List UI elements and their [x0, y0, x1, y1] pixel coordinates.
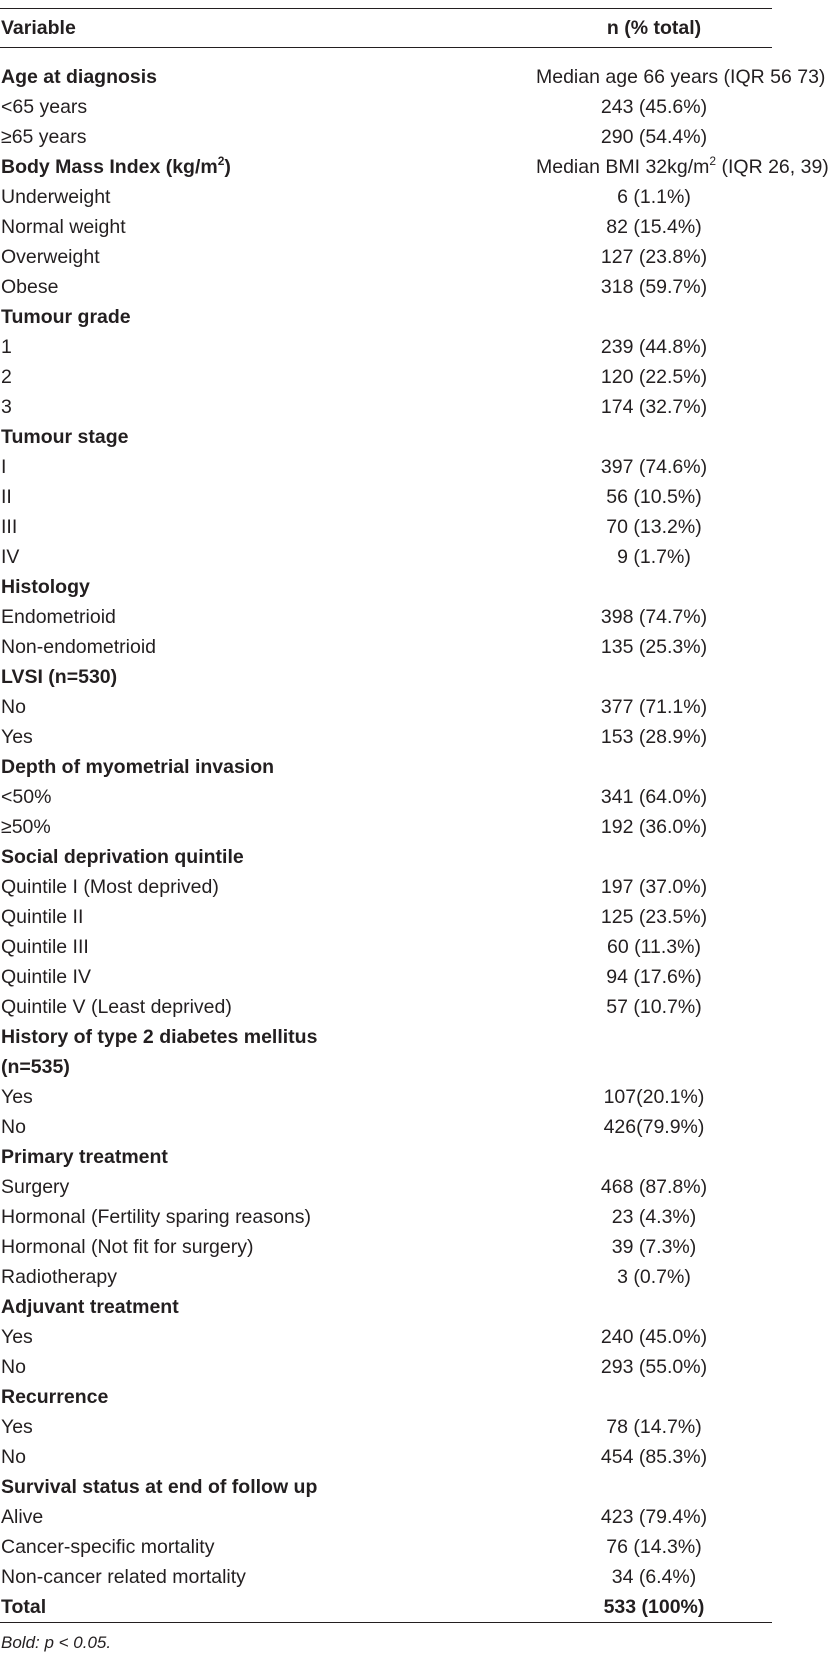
section-label: Survival status at end of follow up [1, 1475, 318, 1498]
table-row [0, 992, 772, 1022]
row-value [386, 1292, 772, 1322]
row-value: 454 (85.3%) [600, 1445, 708, 1468]
row-label: Hormonal (Fertility sparing reasons) [1, 1205, 311, 1228]
row-value [386, 422, 772, 452]
row-label: ≥50% [1, 815, 51, 838]
table-row [0, 932, 772, 962]
table-row [0, 1082, 772, 1112]
header-row [0, 9, 772, 48]
row-value: 174 (32.7%) [600, 395, 708, 418]
table-row [0, 272, 772, 302]
row-value: 82 (15.4%) [606, 215, 702, 238]
section-label: Social deprivation quintile [1, 845, 244, 868]
row-value [386, 152, 829, 182]
table-row [0, 1442, 772, 1472]
table-row [0, 902, 772, 932]
table-row [0, 872, 772, 902]
section-row [0, 48, 772, 93]
row-value: 135 (25.3%) [600, 635, 708, 658]
row-label: Quintile III [1, 935, 89, 958]
row-value: 533 (100%) [386, 1592, 772, 1623]
table-row [0, 1352, 772, 1382]
row-label: 1 [1, 335, 12, 358]
table-row [0, 482, 772, 512]
row-value [386, 842, 772, 872]
section-label: Tumour stage [1, 425, 129, 448]
section-row [0, 1472, 772, 1502]
row-value: 341 (64.0%) [600, 785, 708, 808]
row-value: 192 (36.0%) [600, 815, 708, 838]
row-label: Yes [1, 1325, 33, 1348]
row-value: 243 (45.6%) [600, 95, 708, 118]
table-row [0, 722, 772, 752]
row-label: No [1, 1355, 26, 1378]
row-value: 125 (23.5%) [600, 905, 708, 928]
row-value: 197 (37.0%) [600, 875, 708, 898]
table-row [0, 782, 772, 812]
section-row [0, 1022, 772, 1082]
section-label: Primary treatment [1, 1145, 168, 1168]
row-value: 23 (4.3%) [611, 1205, 697, 1228]
row-label: Yes [1, 725, 33, 748]
table-row [0, 332, 772, 362]
table-header [0, 9, 772, 48]
row-value: 39 (7.3%) [611, 1235, 697, 1258]
table-row [0, 632, 772, 662]
row-value [386, 1022, 772, 1082]
section-label: Adjuvant treatment [1, 1295, 179, 1318]
table-row [0, 1532, 772, 1562]
row-label: 2 [1, 365, 12, 388]
row-label: Normal weight [1, 215, 126, 238]
row-label: Quintile V (Least deprived) [1, 995, 232, 1018]
section-row [0, 152, 772, 182]
row-label: Cancer-specific mortality [1, 1535, 215, 1558]
row-label: Non-endometrioid [1, 635, 157, 658]
row-value: 9 (1.7%) [617, 545, 691, 568]
section-row [0, 1382, 772, 1412]
row-value [386, 662, 772, 692]
row-value [386, 302, 772, 332]
row-value: 6 (1.1%) [617, 185, 691, 208]
section-label: LVSI (n=530) [1, 665, 118, 688]
label-superscript: 2 [217, 153, 225, 168]
section-row [0, 752, 772, 782]
section-label: Depth of myometrial invasion [1, 755, 275, 778]
row-value: 78 (14.7%) [606, 1415, 702, 1438]
row-label: Obese [1, 275, 59, 298]
section-row [0, 572, 772, 602]
row-value: 34 (6.4%) [611, 1565, 697, 1588]
table-row [0, 602, 772, 632]
row-value: 377 (71.1%) [600, 695, 708, 718]
row-label: Quintile II [1, 905, 84, 928]
row-value [386, 1142, 772, 1172]
row-value: 318 (59.7%) [600, 275, 708, 298]
row-value: 423 (79.4%) [600, 1505, 708, 1528]
row-label: I [1, 455, 7, 478]
row-label: No [1, 1115, 26, 1138]
row-value [386, 1472, 772, 1502]
table-body [0, 48, 829, 1623]
section-row [0, 842, 772, 872]
section-row [0, 1142, 772, 1172]
row-value: 107(20.1%) [603, 1085, 705, 1108]
row-label: Overweight [1, 245, 100, 268]
row-label: Underweight [1, 185, 111, 208]
table-row [0, 1412, 772, 1442]
row-value: 153 (28.9%) [600, 725, 708, 748]
row-label: Quintile IV [1, 965, 91, 988]
row-value: 468 (87.8%) [600, 1175, 708, 1198]
row-value: 239 (44.8%) [600, 335, 708, 358]
row-value: 70 (13.2%) [606, 515, 702, 538]
characteristics-table [0, 8, 829, 1623]
row-value [386, 572, 772, 602]
table-footnote: Bold: p < 0.05. [1, 1633, 112, 1652]
table-row [0, 1202, 772, 1232]
table-row [0, 962, 772, 992]
section-label: History of type 2 diabetes mellitus (n=535) [1, 1026, 318, 1078]
row-label: IV [1, 545, 20, 568]
table-row [0, 692, 772, 722]
table-row [0, 362, 772, 392]
row-value: 290 (54.4%) [600, 125, 708, 148]
section-row [0, 302, 772, 332]
total-row [0, 1592, 772, 1623]
row-label: Yes [1, 1415, 33, 1438]
row-value: 76 (14.3%) [606, 1535, 702, 1558]
row-label: Quintile I (Most deprived) [1, 875, 219, 898]
row-value: 3 (0.7%) [617, 1265, 691, 1288]
row-value: 94 (17.6%) [606, 965, 702, 988]
row-value [386, 1382, 772, 1412]
row-label: III [1, 515, 18, 538]
row-value: 398 (74.7%) [600, 605, 708, 628]
row-value: 127 (23.8%) [600, 245, 708, 268]
row-value: 120 (22.5%) [600, 365, 708, 388]
table-row [0, 242, 772, 272]
row-value: 426(79.9%) [603, 1115, 705, 1138]
section-label: Histology [1, 575, 90, 598]
value-text: Median BMI 32kg/m [536, 155, 710, 178]
table-row [0, 122, 772, 152]
row-label: <65 years [1, 95, 88, 118]
table-row [0, 452, 772, 482]
row-value: 60 (11.3%) [607, 935, 701, 958]
row-label: ≥65 years [1, 125, 87, 148]
row-label: Alive [1, 1505, 44, 1528]
row-label: No [1, 1445, 26, 1468]
variable-column-header: Variable [0, 9, 386, 48]
table-row [0, 1172, 772, 1202]
value-text: (IQR 26, 39) [716, 155, 829, 178]
section-label [0, 152, 386, 182]
row-label: II [1, 485, 12, 508]
row-value: Median age 66 years (IQR 56 73) [536, 65, 826, 88]
row-label: Total [0, 1592, 386, 1623]
row-value [386, 752, 772, 782]
label-text: Body Mass Index (kg/m [1, 155, 218, 178]
row-label: Non-cancer related mortality [1, 1565, 246, 1588]
row-label: <50% [1, 785, 52, 808]
value-superscript: 2 [709, 153, 717, 168]
row-label: Yes [1, 1085, 33, 1108]
table-row [0, 512, 772, 542]
row-value: 397 (74.6%) [600, 455, 708, 478]
section-label: Age at diagnosis [1, 65, 158, 88]
table-row [0, 182, 772, 212]
row-value: 56 (10.5%) [606, 485, 702, 508]
section-row [0, 1292, 772, 1322]
row-label: Endometrioid [1, 605, 116, 628]
row-label: Surgery [1, 1175, 70, 1198]
table-row [0, 1562, 772, 1592]
section-label: Recurrence [1, 1385, 109, 1408]
table-row [0, 1112, 772, 1142]
row-value: 240 (45.0%) [600, 1325, 708, 1348]
table-row [0, 1502, 772, 1532]
section-row [0, 422, 772, 452]
table-row [0, 92, 772, 122]
section-label: Tumour grade [1, 305, 131, 328]
table-row [0, 1322, 772, 1352]
row-label: No [1, 695, 26, 718]
table-row [0, 1262, 772, 1292]
row-label: 3 [1, 395, 12, 418]
row-value: 293 (55.0%) [600, 1355, 708, 1378]
table-row [0, 212, 772, 242]
row-label: Hormonal (Not fit for surgery) [1, 1235, 254, 1258]
table-row [0, 812, 772, 842]
value-column-header: n (% total) [386, 9, 772, 48]
table-row [0, 542, 772, 572]
section-row [0, 662, 772, 692]
label-text: ) [224, 155, 231, 178]
table-row [0, 1232, 772, 1262]
row-value: 57 (10.7%) [606, 995, 702, 1018]
table-row [0, 392, 772, 422]
row-label: Radiotherapy [1, 1265, 117, 1288]
